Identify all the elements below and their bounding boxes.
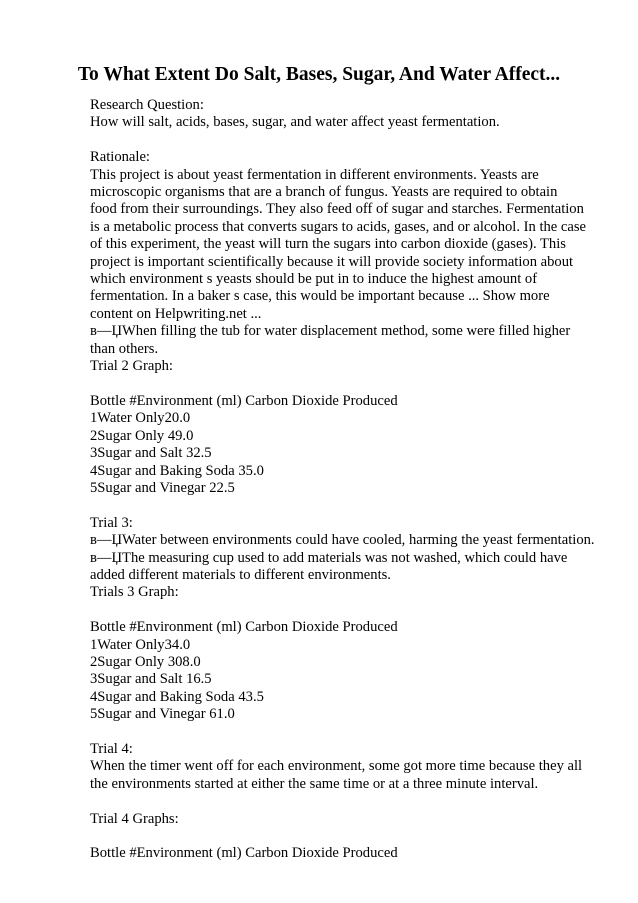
text-line: Trial 4 Graphs:: [90, 810, 179, 827]
text-line: в—ЏThe measuring cup used to add materials was not washed, which could have: [90, 549, 568, 566]
text-line: Trials 3 Graph:: [90, 584, 179, 601]
text-line: is a metabolic process that converts sugars to acids, gases, and or alcohol. In the case: [90, 218, 587, 235]
text-line: Trial 4:: [90, 740, 133, 757]
text-line: Trial 2 Graph:: [90, 358, 173, 375]
text-line: 3Sugar and Salt 16.5: [90, 671, 212, 688]
text-line: fermentation. In a baker s case, this would be important because ... Show more: [90, 288, 550, 305]
blank-line: [90, 828, 630, 845]
document-body: [90, 97, 630, 863]
document-title: To What Extent Do Salt, Bases, Sugar, And Water Affect...: [77, 64, 561, 85]
blank-line: [90, 602, 630, 619]
text-line: Rationale:: [90, 149, 150, 166]
text-line: of this experiment, the yeast will turn the sugars into carbon dioxide (gases). This: [90, 236, 566, 253]
blank-line: [90, 497, 630, 514]
text-line: content on Helpwriting.net ...: [90, 305, 262, 322]
blank-line: [90, 724, 630, 741]
text-line: Bottle #Environment (ml) Carbon Dioxide Produced: [90, 392, 398, 409]
text-line: 4Sugar and Baking Soda 43.5: [90, 688, 264, 705]
text-line: How will salt, acids, bases, sugar, and water affect yeast fermentation.: [90, 114, 500, 131]
text-line: Bottle #Environment (ml) Carbon Dioxide Produced: [90, 845, 398, 862]
text-line: 2Sugar Only 308.0: [90, 653, 201, 670]
blank-line: [90, 375, 630, 392]
text-line: which environment s yeasts should be put in to induce the highest amount of: [90, 271, 538, 288]
text-line: When the timer went off for each environment, some got more time because they all: [90, 758, 583, 775]
text-line: 1Water Only20.0: [90, 410, 191, 427]
text-line: 1Water Only34.0: [90, 636, 191, 653]
blank-line: [90, 793, 630, 810]
text-line: the environments started at either the same time or at a three minute interval.: [90, 775, 539, 792]
text-line: в—ЏWater between environments could have cooled, harming the yeast fermentation.: [90, 532, 595, 549]
text-line: microscopic organisms that are a branch of fungus. Yeasts are required to obtain: [90, 184, 558, 201]
text-line: Bottle #Environment (ml) Carbon Dioxide Produced: [90, 619, 398, 636]
text-line: Research Question:: [90, 97, 204, 113]
text-line: 4Sugar and Baking Soda 35.0: [90, 462, 264, 479]
text-line: This project is about yeast fermentation in different environments. Yeasts are: [90, 166, 539, 183]
text-line: 3Sugar and Salt 32.5: [90, 445, 212, 462]
text-line: 5Sugar and Vinegar 61.0: [90, 706, 235, 723]
text-line: added different materials to different environments.: [90, 566, 391, 583]
text-line: 2Sugar Only 49.0: [90, 427, 194, 444]
text-line: than others.: [90, 340, 159, 357]
text-line: food from their surroundings. They also feed off of sugar and starches. Fermentation: [90, 201, 584, 218]
text-line: в—ЏWhen filling the tub for water displacement method, some were filled higher: [90, 323, 571, 340]
blank-line: [90, 132, 630, 149]
text-line: Trial 3:: [90, 514, 133, 531]
text-line: 5Sugar and Vinegar 22.5: [90, 479, 235, 496]
text-line: project is important scientifically because it will provide society information about: [90, 253, 574, 270]
